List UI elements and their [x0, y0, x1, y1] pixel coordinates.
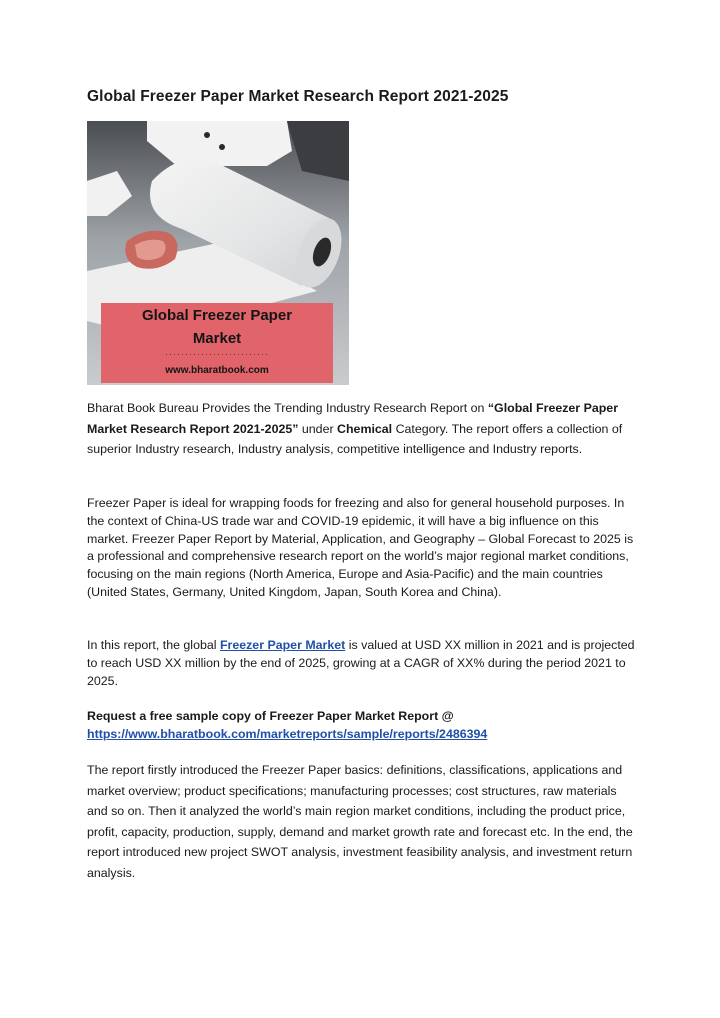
report-name-bold: “Global Freezer Paper Market Research Report 2021-2025”: [87, 401, 619, 436]
summary-paragraph: The report firstly introduced the Freezer Paper basics: definitions, classifications, applications and market overview; product specifications; manufacturing processes; cost structures, raw materials and so on. Then it analyzed the world’s main region market conditions, including the product price, profit, capacity, production, supply, demand and market growth rate and forecast etc. In the end, the report introduced new project SWOT analysis, investment feasibility analysis, and investment return analysis.: [87, 763, 633, 880]
intro-paragraph: [87, 398, 635, 460]
category-bold: Chemical: [337, 421, 393, 436]
page-title: Global Freezer Paper Market Research Report 2021-2025: [87, 88, 509, 105]
banner-divider: ··························: [165, 349, 269, 359]
sample-report-link[interactable]: https://www.bharatbook.com/marketreports/sample/reports/2486394: [87, 726, 488, 741]
sample-request-paragraph: [87, 708, 635, 744]
valuation-text-1: In this report, the global: [87, 638, 220, 652]
sample-request-text: Request a free sample copy of Freezer Paper Market Report @: [87, 709, 454, 723]
report-cover-image: [87, 121, 349, 385]
freezer-paper-market-link[interactable]: Freezer Paper Market: [219, 638, 346, 652]
overview-paragraph: Freezer Paper is ideal for wrapping foods for freezing and also for general household purposes. In the context of China-US trade war and COVID-19 epidemic, it will have a big influence on this market. Freezer Paper Report by Material, Application, and Geography – Global Forecast to 2025 is a professional and comprehensive research report on the world’s major regional market conditions, focusing on the main regions (North America, Europe and Asia-Pacific) and the main countries (United States, Germany, United Kingdom, Japan, South Korea and China).: [87, 496, 634, 599]
intro-text-2: under: [298, 421, 338, 436]
intro-text-1: Bharat Book Bureau Provides the Trending Industry Research Report on: [87, 401, 488, 415]
banner-title-line2: Market: [192, 330, 242, 347]
cover-banner: [101, 303, 333, 383]
intro-text-3: Category. The report offers a collection of superior Industry research, Industry analysis, competitive intelligence and Industry reports.: [87, 421, 623, 456]
banner-title-line1: Global Freezer Paper: [141, 307, 293, 324]
valuation-paragraph: [87, 637, 635, 690]
valuation-text-2: is valued at USD XX million in 2021 and is projected to reach USD XX million by the end of 2025, growing at a CAGR of XX% during the period 2021 to 2025.: [87, 638, 635, 688]
banner-url: www.bharatbook.com: [165, 365, 269, 376]
